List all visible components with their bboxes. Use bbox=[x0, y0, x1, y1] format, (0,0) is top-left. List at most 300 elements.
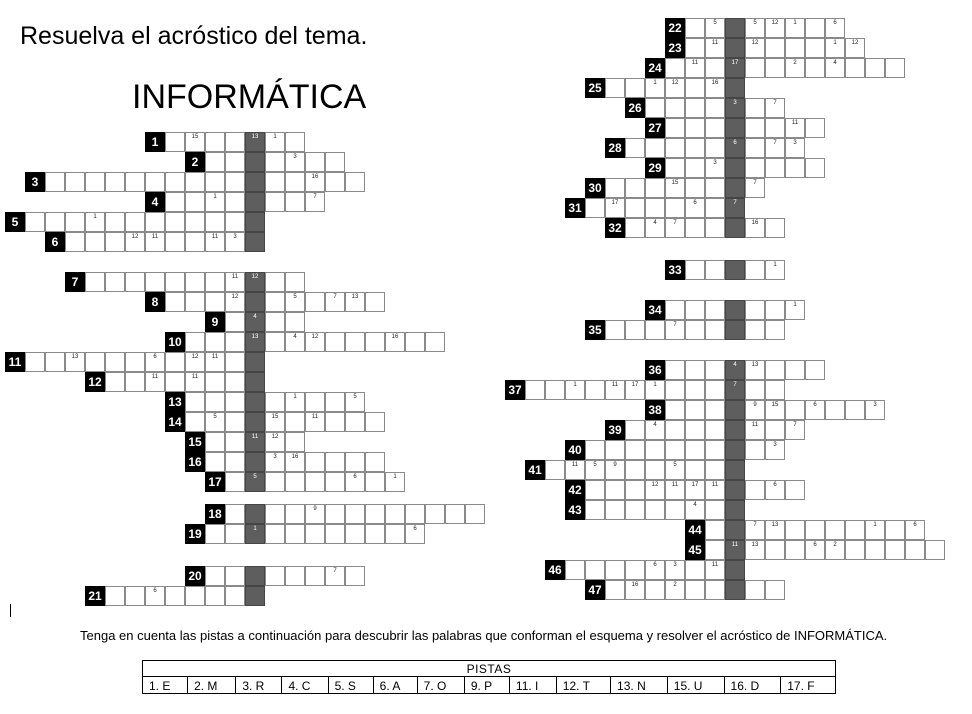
answer-cell[interactable] bbox=[265, 432, 285, 452]
answer-cell[interactable] bbox=[185, 292, 205, 312]
answer-cell[interactable] bbox=[205, 452, 225, 472]
answer-cell[interactable] bbox=[605, 480, 625, 500]
answer-cell[interactable] bbox=[85, 272, 105, 292]
answer-cell[interactable] bbox=[645, 580, 665, 600]
answer-cell[interactable] bbox=[205, 352, 225, 372]
answer-cell[interactable] bbox=[385, 504, 405, 524]
answer-cell[interactable] bbox=[625, 218, 645, 238]
answer-cell[interactable] bbox=[345, 452, 365, 472]
answer-cell[interactable] bbox=[45, 212, 65, 232]
answer-cell[interactable] bbox=[325, 292, 345, 312]
answer-cell[interactable] bbox=[225, 412, 245, 432]
answer-cell[interactable] bbox=[745, 18, 765, 38]
answer-cell[interactable] bbox=[285, 412, 305, 432]
answer-cell[interactable] bbox=[205, 132, 225, 152]
answer-cell[interactable] bbox=[305, 332, 325, 352]
answer-cell[interactable] bbox=[125, 272, 145, 292]
answer-cell[interactable] bbox=[685, 78, 705, 98]
answer-cell[interactable] bbox=[665, 218, 685, 238]
answer-cell[interactable] bbox=[165, 132, 185, 152]
answer-cell[interactable] bbox=[925, 540, 945, 560]
answer-cell[interactable] bbox=[685, 300, 705, 320]
answer-cell[interactable] bbox=[605, 500, 625, 520]
acrostic-key-cell[interactable] bbox=[725, 260, 745, 280]
answer-cell[interactable] bbox=[805, 540, 825, 560]
acrostic-key-cell[interactable] bbox=[725, 98, 745, 118]
answer-cell[interactable] bbox=[385, 472, 405, 492]
answer-cell[interactable] bbox=[265, 392, 285, 412]
answer-cell[interactable] bbox=[165, 232, 185, 252]
answer-cell[interactable] bbox=[345, 292, 365, 312]
answer-cell[interactable] bbox=[225, 312, 245, 332]
answer-cell[interactable] bbox=[905, 520, 925, 540]
answer-cell[interactable] bbox=[165, 272, 185, 292]
answer-cell[interactable] bbox=[745, 520, 765, 540]
answer-cell[interactable] bbox=[745, 38, 765, 58]
answer-cell[interactable] bbox=[345, 172, 365, 192]
answer-cell[interactable] bbox=[805, 360, 825, 380]
answer-cell[interactable] bbox=[65, 172, 85, 192]
answer-cell[interactable] bbox=[265, 132, 285, 152]
answer-cell[interactable] bbox=[785, 400, 805, 420]
answer-cell[interactable] bbox=[745, 420, 765, 440]
answer-cell[interactable] bbox=[685, 460, 705, 480]
acrostic-key-cell[interactable] bbox=[245, 172, 265, 192]
acrostic-key-cell[interactable] bbox=[245, 152, 265, 172]
answer-cell[interactable] bbox=[705, 580, 725, 600]
answer-cell[interactable] bbox=[745, 218, 765, 238]
answer-cell[interactable] bbox=[625, 500, 645, 520]
acrostic-key-cell[interactable] bbox=[725, 360, 745, 380]
answer-cell[interactable] bbox=[445, 504, 465, 524]
answer-cell[interactable] bbox=[845, 38, 865, 58]
answer-cell[interactable] bbox=[185, 272, 205, 292]
answer-cell[interactable] bbox=[285, 472, 305, 492]
acrostic-key-cell[interactable] bbox=[725, 320, 745, 340]
answer-cell[interactable] bbox=[765, 300, 785, 320]
answer-cell[interactable] bbox=[145, 586, 165, 606]
answer-cell[interactable] bbox=[605, 560, 625, 580]
answer-cell[interactable] bbox=[165, 192, 185, 212]
answer-cell[interactable] bbox=[225, 232, 245, 252]
answer-cell[interactable] bbox=[325, 392, 345, 412]
answer-cell[interactable] bbox=[685, 260, 705, 280]
answer-cell[interactable] bbox=[705, 320, 725, 340]
answer-cell[interactable] bbox=[225, 372, 245, 392]
answer-cell[interactable] bbox=[225, 192, 245, 212]
answer-cell[interactable] bbox=[265, 566, 285, 586]
answer-cell[interactable] bbox=[185, 372, 205, 392]
answer-cell[interactable] bbox=[365, 504, 385, 524]
answer-cell[interactable] bbox=[325, 172, 345, 192]
answer-cell[interactable] bbox=[765, 580, 785, 600]
answer-cell[interactable] bbox=[745, 400, 765, 420]
acrostic-key-cell[interactable] bbox=[245, 292, 265, 312]
answer-cell[interactable] bbox=[125, 212, 145, 232]
answer-cell[interactable] bbox=[665, 98, 685, 118]
answer-cell[interactable] bbox=[125, 352, 145, 372]
answer-cell[interactable] bbox=[345, 566, 365, 586]
acrostic-key-cell[interactable] bbox=[245, 212, 265, 232]
answer-cell[interactable] bbox=[285, 312, 305, 332]
answer-cell[interactable] bbox=[705, 300, 725, 320]
answer-cell[interactable] bbox=[645, 440, 665, 460]
acrostic-key-cell[interactable] bbox=[245, 504, 265, 524]
acrostic-key-cell[interactable] bbox=[725, 480, 745, 500]
answer-cell[interactable] bbox=[825, 540, 845, 560]
answer-cell[interactable] bbox=[785, 138, 805, 158]
answer-cell[interactable] bbox=[705, 118, 725, 138]
answer-cell[interactable] bbox=[745, 178, 765, 198]
answer-cell[interactable] bbox=[205, 332, 225, 352]
answer-cell[interactable] bbox=[145, 352, 165, 372]
acrostic-key-cell[interactable] bbox=[725, 580, 745, 600]
answer-cell[interactable] bbox=[165, 172, 185, 192]
answer-cell[interactable] bbox=[765, 158, 785, 178]
answer-cell[interactable] bbox=[205, 524, 225, 544]
acrostic-key-cell[interactable] bbox=[725, 18, 745, 38]
answer-cell[interactable] bbox=[305, 392, 325, 412]
answer-cell[interactable] bbox=[625, 420, 645, 440]
answer-cell[interactable] bbox=[185, 212, 205, 232]
answer-cell[interactable] bbox=[205, 432, 225, 452]
answer-cell[interactable] bbox=[285, 452, 305, 472]
answer-cell[interactable] bbox=[305, 524, 325, 544]
answer-cell[interactable] bbox=[705, 520, 725, 540]
answer-cell[interactable] bbox=[645, 218, 665, 238]
answer-cell[interactable] bbox=[865, 58, 885, 78]
answer-cell[interactable] bbox=[845, 400, 865, 420]
answer-cell[interactable] bbox=[285, 272, 305, 292]
answer-cell[interactable] bbox=[225, 452, 245, 472]
answer-cell[interactable] bbox=[685, 500, 705, 520]
answer-cell[interactable] bbox=[825, 58, 845, 78]
answer-cell[interactable] bbox=[425, 504, 445, 524]
answer-cell[interactable] bbox=[705, 560, 725, 580]
answer-cell[interactable] bbox=[625, 440, 645, 460]
answer-cell[interactable] bbox=[345, 524, 365, 544]
answer-cell[interactable] bbox=[585, 500, 605, 520]
answer-cell[interactable] bbox=[225, 352, 245, 372]
answer-cell[interactable] bbox=[405, 332, 425, 352]
answer-cell[interactable] bbox=[785, 540, 805, 560]
answer-cell[interactable] bbox=[665, 500, 685, 520]
answer-cell[interactable] bbox=[685, 420, 705, 440]
answer-cell[interactable] bbox=[305, 504, 325, 524]
answer-cell[interactable] bbox=[325, 524, 345, 544]
answer-cell[interactable] bbox=[605, 580, 625, 600]
answer-cell[interactable] bbox=[265, 152, 285, 172]
answer-cell[interactable] bbox=[225, 392, 245, 412]
answer-cell[interactable] bbox=[605, 198, 625, 218]
answer-cell[interactable] bbox=[705, 380, 725, 400]
answer-cell[interactable] bbox=[625, 320, 645, 340]
answer-cell[interactable] bbox=[625, 580, 645, 600]
answer-cell[interactable] bbox=[765, 360, 785, 380]
answer-cell[interactable] bbox=[325, 152, 345, 172]
acrostic-key-cell[interactable] bbox=[725, 300, 745, 320]
answer-cell[interactable] bbox=[765, 320, 785, 340]
answer-cell[interactable] bbox=[745, 300, 765, 320]
answer-cell[interactable] bbox=[585, 560, 605, 580]
answer-cell[interactable] bbox=[805, 38, 825, 58]
answer-cell[interactable] bbox=[285, 432, 305, 452]
answer-cell[interactable] bbox=[305, 452, 325, 472]
answer-cell[interactable] bbox=[685, 440, 705, 460]
answer-cell[interactable] bbox=[785, 118, 805, 138]
answer-cell[interactable] bbox=[885, 540, 905, 560]
answer-cell[interactable] bbox=[565, 380, 585, 400]
acrostic-key-cell[interactable] bbox=[725, 218, 745, 238]
answer-cell[interactable] bbox=[385, 332, 405, 352]
answer-cell[interactable] bbox=[305, 566, 325, 586]
acrostic-key-cell[interactable] bbox=[725, 540, 745, 560]
answer-cell[interactable] bbox=[185, 172, 205, 192]
answer-cell[interactable] bbox=[805, 58, 825, 78]
answer-cell[interactable] bbox=[805, 520, 825, 540]
answer-cell[interactable] bbox=[625, 560, 645, 580]
answer-cell[interactable] bbox=[225, 132, 245, 152]
answer-cell[interactable] bbox=[305, 152, 325, 172]
answer-cell[interactable] bbox=[125, 586, 145, 606]
answer-cell[interactable] bbox=[225, 566, 245, 586]
answer-cell[interactable] bbox=[605, 320, 625, 340]
answer-cell[interactable] bbox=[685, 138, 705, 158]
answer-cell[interactable] bbox=[645, 460, 665, 480]
answer-cell[interactable] bbox=[285, 524, 305, 544]
answer-cell[interactable] bbox=[665, 138, 685, 158]
answer-cell[interactable] bbox=[705, 58, 725, 78]
answer-cell[interactable] bbox=[705, 78, 725, 98]
answer-cell[interactable] bbox=[145, 232, 165, 252]
answer-cell[interactable] bbox=[825, 18, 845, 38]
acrostic-key-cell[interactable] bbox=[245, 392, 265, 412]
answer-cell[interactable] bbox=[705, 540, 725, 560]
answer-cell[interactable] bbox=[885, 58, 905, 78]
answer-cell[interactable] bbox=[285, 192, 305, 212]
answer-cell[interactable] bbox=[645, 320, 665, 340]
answer-cell[interactable] bbox=[825, 400, 845, 420]
answer-cell[interactable] bbox=[185, 332, 205, 352]
answer-cell[interactable] bbox=[585, 440, 605, 460]
acrostic-key-cell[interactable] bbox=[725, 380, 745, 400]
answer-cell[interactable] bbox=[525, 380, 545, 400]
answer-cell[interactable] bbox=[705, 440, 725, 460]
answer-cell[interactable] bbox=[665, 440, 685, 460]
answer-cell[interactable] bbox=[685, 580, 705, 600]
answer-cell[interactable] bbox=[785, 420, 805, 440]
answer-cell[interactable] bbox=[745, 260, 765, 280]
answer-cell[interactable] bbox=[205, 232, 225, 252]
answer-cell[interactable] bbox=[605, 460, 625, 480]
answer-cell[interactable] bbox=[765, 58, 785, 78]
answer-cell[interactable] bbox=[665, 158, 685, 178]
answer-cell[interactable] bbox=[185, 132, 205, 152]
answer-cell[interactable] bbox=[185, 392, 205, 412]
answer-cell[interactable] bbox=[205, 372, 225, 392]
answer-cell[interactable] bbox=[745, 380, 765, 400]
acrostic-key-cell[interactable] bbox=[725, 198, 745, 218]
acrostic-key-cell[interactable] bbox=[245, 352, 265, 372]
answer-cell[interactable] bbox=[265, 452, 285, 472]
answer-cell[interactable] bbox=[825, 38, 845, 58]
answer-cell[interactable] bbox=[765, 540, 785, 560]
answer-cell[interactable] bbox=[565, 560, 585, 580]
answer-cell[interactable] bbox=[465, 504, 485, 524]
answer-cell[interactable] bbox=[785, 58, 805, 78]
answer-cell[interactable] bbox=[665, 460, 685, 480]
answer-cell[interactable] bbox=[765, 118, 785, 138]
answer-cell[interactable] bbox=[705, 400, 725, 420]
answer-cell[interactable] bbox=[765, 218, 785, 238]
answer-cell[interactable] bbox=[905, 540, 925, 560]
acrostic-key-cell[interactable] bbox=[725, 78, 745, 98]
answer-cell[interactable] bbox=[365, 524, 385, 544]
answer-cell[interactable] bbox=[225, 586, 245, 606]
answer-cell[interactable] bbox=[765, 260, 785, 280]
answer-cell[interactable] bbox=[125, 372, 145, 392]
answer-cell[interactable] bbox=[365, 292, 385, 312]
answer-cell[interactable] bbox=[165, 586, 185, 606]
answer-cell[interactable] bbox=[625, 78, 645, 98]
acrostic-key-cell[interactable] bbox=[245, 332, 265, 352]
answer-cell[interactable] bbox=[365, 412, 385, 432]
acrostic-key-cell[interactable] bbox=[725, 400, 745, 420]
acrostic-key-cell[interactable] bbox=[245, 372, 265, 392]
answer-cell[interactable] bbox=[745, 158, 765, 178]
acrostic-key-cell[interactable] bbox=[725, 460, 745, 480]
answer-cell[interactable] bbox=[565, 460, 585, 480]
answer-cell[interactable] bbox=[165, 372, 185, 392]
answer-cell[interactable] bbox=[205, 172, 225, 192]
answer-cell[interactable] bbox=[265, 192, 285, 212]
answer-cell[interactable] bbox=[845, 540, 865, 560]
answer-cell[interactable] bbox=[365, 472, 385, 492]
answer-cell[interactable] bbox=[105, 352, 125, 372]
answer-cell[interactable] bbox=[585, 480, 605, 500]
answer-cell[interactable] bbox=[645, 78, 665, 98]
answer-cell[interactable] bbox=[225, 272, 245, 292]
answer-cell[interactable] bbox=[685, 380, 705, 400]
acrostic-key-cell[interactable] bbox=[725, 138, 745, 158]
answer-cell[interactable] bbox=[185, 352, 205, 372]
answer-cell[interactable] bbox=[765, 138, 785, 158]
answer-cell[interactable] bbox=[745, 540, 765, 560]
acrostic-key-cell[interactable] bbox=[245, 272, 265, 292]
answer-cell[interactable] bbox=[305, 292, 325, 312]
answer-cell[interactable] bbox=[205, 586, 225, 606]
answer-cell[interactable] bbox=[705, 138, 725, 158]
answer-cell[interactable] bbox=[785, 360, 805, 380]
acrostic-key-cell[interactable] bbox=[725, 118, 745, 138]
answer-cell[interactable] bbox=[265, 412, 285, 432]
answer-cell[interactable] bbox=[745, 98, 765, 118]
acrostic-key-cell[interactable] bbox=[245, 472, 265, 492]
acrostic-key-cell[interactable] bbox=[245, 432, 265, 452]
answer-cell[interactable] bbox=[685, 158, 705, 178]
acrostic-key-cell[interactable] bbox=[725, 560, 745, 580]
answer-cell[interactable] bbox=[645, 138, 665, 158]
answer-cell[interactable] bbox=[645, 198, 665, 218]
answer-cell[interactable] bbox=[105, 272, 125, 292]
answer-cell[interactable] bbox=[85, 172, 105, 192]
answer-cell[interactable] bbox=[605, 380, 625, 400]
answer-cell[interactable] bbox=[625, 480, 645, 500]
answer-cell[interactable] bbox=[425, 332, 445, 352]
acrostic-key-cell[interactable] bbox=[725, 520, 745, 540]
answer-cell[interactable] bbox=[805, 400, 825, 420]
answer-cell[interactable] bbox=[785, 480, 805, 500]
answer-cell[interactable] bbox=[785, 158, 805, 178]
answer-cell[interactable] bbox=[665, 580, 685, 600]
answer-cell[interactable] bbox=[265, 472, 285, 492]
answer-cell[interactable] bbox=[685, 58, 705, 78]
answer-cell[interactable] bbox=[225, 152, 245, 172]
answer-cell[interactable] bbox=[145, 212, 165, 232]
answer-cell[interactable] bbox=[665, 198, 685, 218]
answer-cell[interactable] bbox=[745, 138, 765, 158]
answer-cell[interactable] bbox=[625, 178, 645, 198]
answer-cell[interactable] bbox=[685, 480, 705, 500]
acrostic-key-cell[interactable] bbox=[245, 524, 265, 544]
answer-cell[interactable] bbox=[765, 420, 785, 440]
answer-cell[interactable] bbox=[805, 18, 825, 38]
answer-cell[interactable] bbox=[785, 520, 805, 540]
answer-cell[interactable] bbox=[305, 192, 325, 212]
answer-cell[interactable] bbox=[345, 412, 365, 432]
answer-cell[interactable] bbox=[805, 118, 825, 138]
answer-cell[interactable] bbox=[265, 292, 285, 312]
acrostic-key-cell[interactable] bbox=[245, 412, 265, 432]
answer-cell[interactable] bbox=[685, 178, 705, 198]
answer-cell[interactable] bbox=[645, 480, 665, 500]
answer-cell[interactable] bbox=[325, 504, 345, 524]
answer-cell[interactable] bbox=[665, 560, 685, 580]
answer-cell[interactable] bbox=[705, 178, 725, 198]
answer-cell[interactable] bbox=[705, 198, 725, 218]
answer-cell[interactable] bbox=[705, 420, 725, 440]
acrostic-key-cell[interactable] bbox=[725, 420, 745, 440]
answer-cell[interactable] bbox=[205, 212, 225, 232]
answer-cell[interactable] bbox=[665, 380, 685, 400]
acrostic-key-cell[interactable] bbox=[725, 178, 745, 198]
answer-cell[interactable] bbox=[65, 212, 85, 232]
answer-cell[interactable] bbox=[745, 320, 765, 340]
acrostic-key-cell[interactable] bbox=[245, 232, 265, 252]
answer-cell[interactable] bbox=[205, 272, 225, 292]
answer-cell[interactable] bbox=[785, 38, 805, 58]
answer-cell[interactable] bbox=[305, 412, 325, 432]
answer-cell[interactable] bbox=[785, 18, 805, 38]
answer-cell[interactable] bbox=[25, 212, 45, 232]
answer-cell[interactable] bbox=[765, 520, 785, 540]
answer-cell[interactable] bbox=[205, 392, 225, 412]
answer-cell[interactable] bbox=[405, 524, 425, 544]
answer-cell[interactable] bbox=[265, 172, 285, 192]
answer-cell[interactable] bbox=[45, 352, 65, 372]
answer-cell[interactable] bbox=[105, 372, 125, 392]
answer-cell[interactable] bbox=[225, 212, 245, 232]
answer-cell[interactable] bbox=[285, 132, 305, 152]
answer-cell[interactable] bbox=[665, 480, 685, 500]
answer-cell[interactable] bbox=[705, 158, 725, 178]
answer-cell[interactable] bbox=[745, 58, 765, 78]
answer-cell[interactable] bbox=[305, 472, 325, 492]
acrostic-key-cell[interactable] bbox=[245, 312, 265, 332]
answer-cell[interactable] bbox=[585, 460, 605, 480]
answer-cell[interactable] bbox=[325, 332, 345, 352]
answer-cell[interactable] bbox=[325, 452, 345, 472]
